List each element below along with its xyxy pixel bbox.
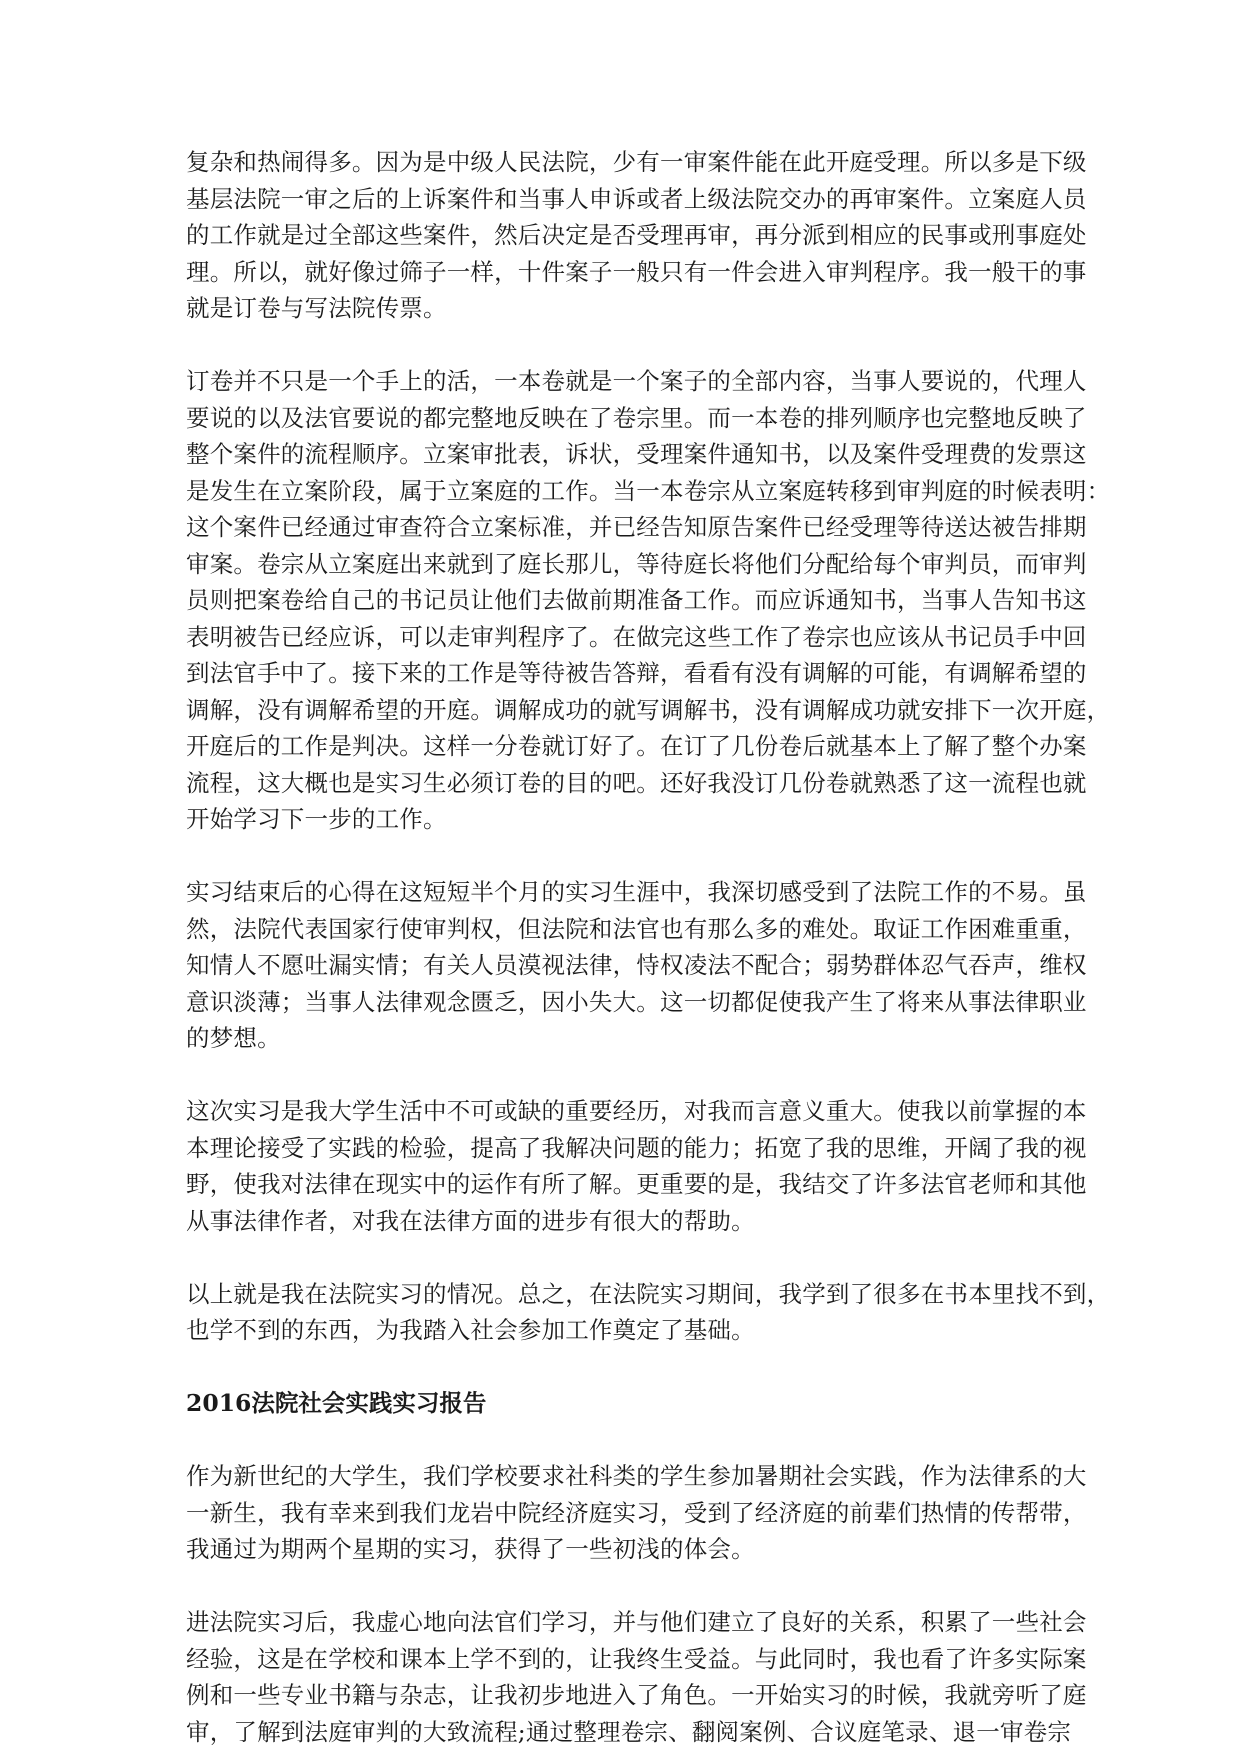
paragraph-5 — [186, 1276, 1111, 1349]
text-line: 到法官手中了。接下来的工作是等待被告答辩，看看有没有调解的可能，有调解希望的 — [186, 659, 1087, 687]
paragraph-2 — [186, 363, 1111, 838]
paragraph-gap — [186, 1239, 1054, 1276]
paragraph-1 — [186, 144, 1087, 327]
text-line: 作为新世纪的大学生，我们学校要求社科类的学生参加暑期社会实践，作为法律系的大 — [186, 1462, 1087, 1490]
text-line: 经验，这是在学校和课本上学不到的，让我终生受益。与此同时，我也看了许多实际案 — [186, 1644, 1087, 1673]
text-line: 这次实习是我大学生活中不可或缺的重要经历，对我而言意义重大。使我以前掌握的本 — [186, 1097, 1087, 1125]
paragraph-7 — [186, 1604, 1087, 1750]
text-line: 野，使我对法律在现实中的运作有所了解。更重要的是，我结交了许多法官老师和其他 — [186, 1170, 1087, 1198]
text-line: 实习结束后的心得在这短短半个月的实习生涯中，我深切感受到了法院工作的不易。虽 — [186, 878, 1087, 906]
text-line: 是发生在立案阶段，属于立案庭的工作。当一本卷宗从立案庭转移到审判庭的时候表明： — [186, 476, 1111, 505]
text-line: 以上就是我在法院实习的情况。总之，在法院实习期间，我学到了很多在书本里找不到， — [186, 1279, 1111, 1308]
text-line: 员则把案卷给自己的书记员让他们去做前期准备工作。而应诉通知书，当事人告知书这 — [186, 586, 1087, 614]
text-line: 基层法院一审之后的上诉案件和当事人申诉或者上级法院交办的再审案件。立案庭人员 — [186, 184, 1087, 213]
text-line: 本理论接受了实践的检验，提高了我解决问题的能力；拓宽了我的思维，开阔了我的视 — [186, 1133, 1087, 1162]
text-line: 开庭后的工作是判决。这样一分卷就订好了。在订了几份卷后就基本上了解了整个办案 — [186, 732, 1087, 760]
paragraph-gap — [186, 327, 1054, 364]
text-line: 然，法院代表国家行使审判权，但法院和法官也有那么多的难处。取证工作困难重重， — [186, 914, 1087, 943]
text-line: 审案。卷宗从立案庭出来就到了庭长那儿，等待庭长将他们分配给每个审判员，而审判 — [186, 549, 1087, 578]
paragraph-gap — [186, 1349, 1054, 1386]
paragraph-4 — [186, 1093, 1087, 1239]
text-line: 表明被告已经应诉，可以走审判程序了。在做完这些工作了卷宗也应该从书记员手中回 — [186, 622, 1087, 651]
text-line: 的梦想。 — [186, 1024, 281, 1052]
text-line: 的工作就是过全部这些案件，然后决定是否受理再审，再分派到相应的民事或刑事庭处 — [186, 221, 1087, 249]
text-line: 流程，这大概也是实习生必须订卷的目的吧。还好我没订几份卷就熟悉了这一流程也就 — [186, 768, 1087, 797]
text-line: 要说的以及法官要说的都完整地反映在了卷宗里。而一本卷的排列顺序也完整地反映了 — [186, 403, 1087, 432]
text-line: 整个案件的流程顺序。立案审批表，诉状，受理案件通知书，以及案件受理费的发票这 — [186, 440, 1087, 468]
text-line: 例和一些专业书籍与杂志，让我初步地进入了角色。一开始实习的时候，我就旁听了庭 — [186, 1681, 1087, 1709]
text-line: 订卷并不只是一个手上的活，一本卷就是一个案子的全部内容，当事人要说的，代理人 — [186, 367, 1087, 395]
text-line: 从事法律作者，对我在法律方面的进步有很大的帮助。 — [186, 1206, 755, 1235]
text-line: 意识淡薄；当事人法律观念匮乏，因小失大。这一切都促使我产生了将来从事法律职业 — [186, 987, 1087, 1016]
text-line: 理。所以，就好像过筛子一样，十件案子一般只有一件会进入审判程序。我一般干的事 — [186, 257, 1087, 286]
paragraph-6 — [186, 1458, 1087, 1568]
text-line: 一新生，我有幸来到我们龙岩中院经济庭实习，受到了经济庭的前辈们热情的传帮带， — [186, 1498, 1087, 1527]
text-line: 复杂和热闹得多。因为是中级人民法院，少有一审案件能在此开庭受理。所以多是下级 — [186, 148, 1087, 176]
section-heading: 2016法院社会实践实习报告 — [186, 1389, 487, 1417]
paragraph-gap — [186, 1422, 1054, 1459]
text-line: 调解，没有调解希望的开庭。调解成功的就写调解书，没有调解成功就安排下一次开庭， — [186, 695, 1111, 724]
text-line: 就是订卷与写法院传票。 — [186, 294, 447, 322]
text-line: 我通过为期两个星期的实习，获得了一些初浅的体会。 — [186, 1535, 755, 1563]
text-line: 这个案件已经通过审查符合立案标准，并已经告知原告案件已经受理等待送达被告排期 — [186, 513, 1087, 541]
text-line: 进法院实习后，我虚心地向法官们学习，并与他们建立了良好的关系，积累了一些社会 — [186, 1608, 1087, 1636]
paragraph-3 — [186, 874, 1087, 1057]
document-page — [186, 144, 1111, 1750]
text-line: 也学不到的东西，为我踏入社会参加工作奠定了基础。 — [186, 1316, 755, 1344]
paragraph-gap — [186, 838, 1054, 875]
paragraph-gap — [186, 1057, 1054, 1094]
text-line: 知情人不愿吐漏实情；有关人员漠视法律，恃权凌法不配合；弱势群体忍气吞声，维权 — [186, 951, 1087, 979]
text-line: 开始学习下一步的工作。 — [186, 805, 447, 833]
paragraph-gap — [186, 1568, 1054, 1605]
text-line: 审，了解到法庭审判的大致流程;通过整理卷宗、翻阅案例、合议庭笔录、退一审卷宗 — [186, 1717, 1072, 1746]
